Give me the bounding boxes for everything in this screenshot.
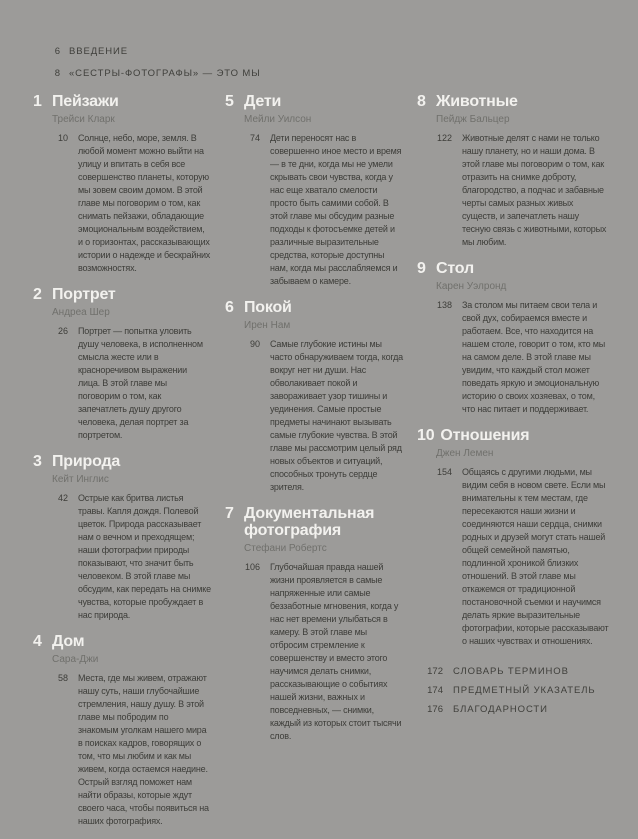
chapter-title: Природа	[52, 453, 121, 470]
chapter-title: Дом	[52, 633, 85, 650]
chapter-page-number: 106	[244, 562, 260, 572]
toc-chapter-6	[225, 299, 403, 494]
chapter-summary	[225, 561, 403, 743]
chapter-author: Андреа Шер	[52, 307, 110, 318]
chapter-heading	[33, 93, 211, 110]
chapter-number: 4	[33, 633, 42, 650]
toc-chapter-5	[225, 93, 403, 288]
chapter-author: Кейт Инглис	[52, 474, 109, 485]
backmatter-page-number: 172	[427, 666, 443, 677]
chapter-number: 1	[33, 93, 42, 110]
chapter-title: Документальная фотография	[244, 505, 375, 539]
chapter-summary	[225, 132, 403, 288]
chapter-author: Трейси Кларк	[52, 114, 115, 125]
frontmatter-entry-about-us	[45, 63, 608, 85]
chapter-description: За столом мы питаем свои тела и свой дух, собираемся вместе и работаем. Все, что находится на нашем столе, говорит о том, кто мы на самом деле. В этой главе мы увидим, что каждый стол может поведать яркую и эмоциональную историю о своих хозяевах, о том, что нас питает и поддерживает.	[462, 300, 606, 414]
chapter-description: Животные делят с нами не только нашу планету, но и наши дома. В этой главе мы поговорим о том, как отразить на снимке доброту, благородство, а подчас и забавные черты самых разных живых существ, и запечатлеть нашу тесную связь с животными, которых мы любим.	[462, 133, 607, 247]
toc-chapter-2	[33, 286, 211, 442]
chapter-description: Дети переносят нас в совершенно иное место и время — в те дни, когда мы не умели скрывать свои чувства, когда у нас еще хватало смелости просто быть самими собой. В этой главе мы обсудим разные подходы к фотосъемке детей и различные выразительные средства, которые доступны нам, когда мы расслабляемся и забываем о камере.	[270, 133, 402, 286]
toc-chapter-9	[417, 260, 609, 416]
chapter-heading	[225, 505, 403, 539]
frontmatter-list	[45, 41, 608, 85]
chapter-page-number: 42	[57, 493, 68, 503]
chapter-summary	[225, 338, 403, 494]
chapter-page-number: 74	[249, 133, 260, 143]
chapter-author: Пейдж Бальцер	[436, 114, 510, 125]
toc-column-2	[225, 93, 403, 839]
frontmatter-page-number: 6	[54, 46, 60, 57]
chapter-description: Портрет — попытка уловить душу человека, в исполненном смысла жесте или в красноречивом выражении лица. В этой главе мы поговорим о том, как запечатлеть душу другого человека, делая портрет за портретом.	[78, 326, 203, 440]
backmatter-label: СЛОВАРЬ ТЕРМИНОВ	[453, 666, 569, 677]
chapter-description: Острые как бритва листья травы. Капля дождя. Полевой цветок. Природа рассказывает нам о вечном и преходящем; наши фотографии природы показывают, что значит быть человеком. В этой главе мы обсудим, как передать на снимке чувства, которые пробуждает в нас природа.	[78, 493, 211, 620]
chapter-page-number: 154	[436, 467, 452, 477]
chapter-author: Сара-Джи	[52, 654, 99, 665]
chapter-title: Покой	[244, 299, 292, 316]
chapter-description: Глубочайшая правда нашей жизни проявляется в самые напряженные или самые беззаботные мгновения, когда у нас нет времени улыбаться в камеру. В этой главе мы отбросим стремление к совершенству и вместо этого научимся делать снимки, рассказывающие о событиях нашей жизни, важных и повседневных, — снимки, каждый из которых стоит тысячи слов.	[270, 562, 402, 741]
backmatter-entry-acknowledgements	[417, 700, 609, 719]
chapter-title: Пейзажи	[52, 93, 119, 110]
chapter-number: 7	[225, 505, 234, 522]
chapter-summary	[33, 132, 211, 275]
chapter-title: Портрет	[52, 286, 116, 303]
chapter-number: 9	[417, 260, 426, 277]
backmatter-label: ПРЕДМЕТНЫЙ УКАЗАТЕЛЬ	[453, 685, 596, 696]
backmatter-entry-index	[417, 681, 609, 700]
chapter-heading	[225, 93, 403, 110]
chapter-summary	[33, 325, 211, 442]
chapter-heading	[417, 427, 609, 444]
toc-columns	[33, 93, 608, 839]
backmatter-label: БЛАГОДАРНОСТИ	[453, 704, 548, 715]
chapter-title: Дети	[244, 93, 282, 110]
chapter-description: Солнце, небо, море, земля. В любой момент можно выйти на улицу и впитать в себя все совершенство планеты, которую мы зовем своим домом. В этой главе мы поговорим о том, как снимать пейзажи, обладающие эмоциональным воздействием, и о горизонтах, рассказывающих истории о надежде и бескрайних возможностях.	[78, 133, 211, 273]
backmatter-page-number: 176	[427, 704, 443, 715]
chapter-author: Джен Лемен	[436, 448, 494, 459]
chapter-number: 8	[417, 93, 426, 110]
chapter-page-number: 58	[57, 673, 68, 683]
chapter-author: Мейли Уилсон	[244, 114, 312, 125]
chapter-heading	[225, 299, 403, 316]
chapter-page-number: 122	[436, 133, 452, 143]
backmatter-page-number: 174	[427, 685, 443, 696]
toc-chapter-3	[33, 453, 211, 622]
chapter-description: Места, где мы живем, отражают нашу суть, наши глубочайшие стремления, нашу душу. В этой главе мы побродим по знакомым уголкам нашего мира в поисках кадров, говорящих о том, что мы любим и как мы живем, когда остаемся наедине. Острый взгляд поможет нам найти образы, которые ждут своего часа, чтобы появиться на наших фотографиях.	[78, 673, 209, 826]
chapter-page-number: 10	[57, 133, 68, 143]
chapter-heading	[417, 93, 609, 110]
chapter-description: Общаясь с другими людьми, мы видим себя в новом свете. Если мы внимательны к тем местам, где пересекаются наши жизни и соединяются наши сердца, снимки родных и друзей могут стать нашей общей семейной памятью, подлинной хроникой близких отношений. В этой главе мы откажемся от традиционной постановочной съемки и научимся делать яркие выразительные фотографии, которые рассказывают о наших чувствах и отношениях.	[462, 467, 609, 646]
frontmatter-label: ВВЕДЕНИЕ	[69, 46, 129, 57]
chapter-summary	[33, 492, 211, 622]
toc-chapter-7	[225, 505, 403, 743]
chapter-heading	[417, 260, 609, 277]
frontmatter-entry-introduction	[45, 41, 608, 63]
toc-chapter-4	[33, 633, 211, 828]
frontmatter-label: «СЕСТРЫ-ФОТОГРАФЫ» — ЭТО МЫ	[69, 68, 261, 79]
frontmatter-page-number: 8	[54, 68, 60, 79]
backmatter-list	[417, 662, 609, 719]
chapter-summary	[417, 466, 609, 648]
chapter-number: 2	[33, 286, 42, 303]
chapter-description: Самые глубокие истины мы часто обнаруживаем тогда, когда вокруг нет ни души. Нас обволакивает покой и завораживает узор тишины и уединения. Самые простые предметы начинают вызывать самые глубокие чувства. В этой главе мы рассмотрим целый ряд новых объектов и ситуаций, способных тронуть сердце зрителя.	[270, 339, 403, 492]
toc-chapter-1	[33, 93, 211, 275]
chapter-summary	[417, 299, 609, 416]
chapter-author: Карен Уэлронд	[436, 281, 507, 292]
chapter-author: Ирен Нам	[244, 320, 291, 331]
chapter-heading	[33, 286, 211, 303]
chapter-title: Животные	[436, 93, 518, 110]
chapter-number: 3	[33, 453, 42, 470]
chapter-page-number: 138	[436, 300, 452, 310]
toc-chapter-10	[417, 427, 609, 648]
chapter-author: Стефани Робертс	[244, 543, 327, 554]
chapter-number: 10	[417, 427, 435, 444]
toc-column-3	[417, 93, 609, 839]
chapter-summary	[33, 672, 211, 828]
chapter-summary	[417, 132, 609, 249]
chapter-heading	[33, 633, 211, 650]
chapter-page-number: 90	[249, 339, 260, 349]
toc-chapter-8	[417, 93, 609, 249]
toc-column-1	[33, 93, 211, 839]
backmatter-entry-glossary	[417, 662, 609, 681]
chapter-title: Стол	[436, 260, 474, 277]
chapter-number: 5	[225, 93, 234, 110]
chapter-number: 6	[225, 299, 234, 316]
chapter-heading	[33, 453, 211, 470]
chapter-page-number: 26	[57, 326, 68, 336]
chapter-title: Отношения	[440, 427, 530, 444]
